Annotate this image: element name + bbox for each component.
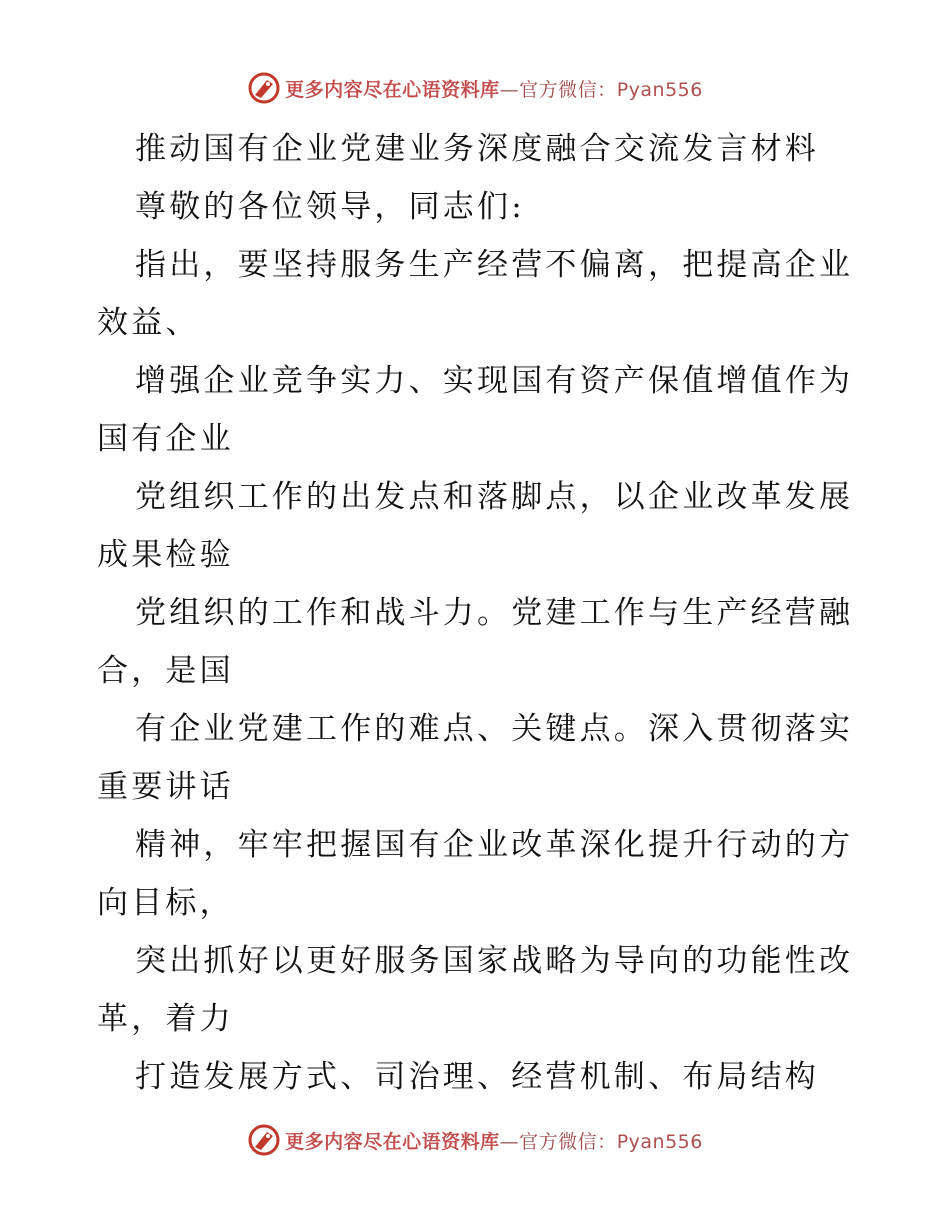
footer-banner-separator: — [499, 1130, 520, 1153]
footer-wechat-id: Pyan556 [616, 1130, 703, 1153]
document-line: 合，是国 [97, 653, 234, 689]
header-banner-text [285, 75, 703, 102]
document-line: 推动国有企业党建业务深度融合交流发言材料 [135, 131, 819, 167]
document-line: 精神，牢牢把握国有企业改革深化提升行动的方 [135, 827, 854, 863]
header-banner [0, 68, 950, 108]
document-line: 有企业党建工作的难点、关键点。深入贯彻落实 [135, 711, 854, 747]
document-line: 打造发展方式、司治理、经营机制、布局结构 [135, 1059, 819, 1095]
footer-banner-main: 更多内容尽在心语资料库 [285, 1130, 500, 1153]
header-banner-main: 更多内容尽在心语资料库 [285, 78, 500, 101]
document-line: 突出抓好以更好服务国家战略为导向的功能性改 [135, 943, 854, 979]
footer-banner-text [285, 1127, 703, 1154]
document-line: 重要讲话 [97, 769, 234, 805]
footer-banner [0, 1120, 950, 1160]
pen-nib-logo-icon [247, 1123, 281, 1157]
header-banner-separator: — [499, 78, 520, 101]
document-line: 党组织工作的出发点和落脚点，以企业改革发展 [135, 479, 854, 515]
footer-wechat-label: 官方微信： [519, 1130, 617, 1153]
document-line: 指出，要坚持服务生产经营不偏离，把提高企业 [135, 247, 854, 283]
header-wechat-id: Pyan556 [616, 78, 703, 101]
header-wechat-label: 官方微信： [519, 78, 617, 101]
document-line: 革，着力 [97, 1001, 234, 1037]
document-line: 尊敬的各位领导，同志们: [135, 189, 525, 225]
document-line: 增强企业竞争实力、实现国有资产保值增值作为 [135, 363, 854, 399]
document-body [97, 120, 857, 1106]
document-line: 效益、 [97, 305, 200, 341]
document-line: 国有企业 [97, 421, 234, 457]
document-line: 党组织的工作和战斗力。党建工作与生产经营融 [135, 595, 854, 631]
document-line: 向目标， [97, 885, 234, 921]
pen-nib-logo-icon [247, 71, 281, 105]
document-line: 成果检验 [97, 537, 234, 573]
